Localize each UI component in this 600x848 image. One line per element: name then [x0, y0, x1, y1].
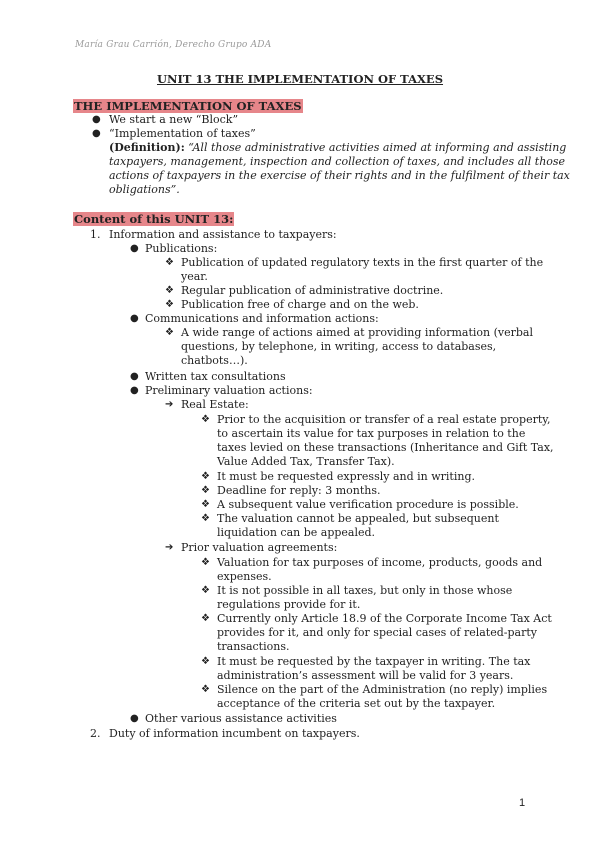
list-item-re-5-cont: liquidation can be appealed. [217, 526, 376, 539]
list-item-publications: Publications: [145, 242, 218, 255]
diamond-bullet-icon: ❖ [165, 327, 174, 338]
diamond-bullet-icon: ❖ [201, 499, 210, 510]
list-item-pv-5-cont: acceptance of the criteria set out by the taxpayer. [217, 697, 496, 710]
list-item-pub-3: Publication free of charge and on the web. [181, 298, 419, 311]
definition-line-2: taxpayers, management, inspection and collection of taxes, and includes all those [109, 155, 566, 168]
diamond-bullet-icon: ❖ [201, 684, 210, 695]
bullet-dot-icon: ● [92, 128, 101, 139]
diamond-bullet-icon: ❖ [201, 656, 210, 667]
diamond-bullet-icon: ❖ [165, 299, 174, 310]
bullet-dot-icon: ● [130, 713, 139, 724]
list-item-pv-3-cont2: transactions. [217, 640, 290, 653]
list-item-pv-3: Currently only Article 18.9 of the Corporate Income Tax Act [217, 612, 552, 625]
definition-label: (Definition): [109, 141, 185, 154]
diamond-bullet-icon: ❖ [165, 285, 174, 296]
list-item-communications: Communications and information actions: [145, 312, 379, 325]
bullet-dot-icon: ● [130, 243, 139, 254]
list-item-comm-1-cont2: chatbots…). [181, 354, 248, 367]
list-item-pv-3-cont: provides for it, and only for special cases of related-party [217, 626, 537, 639]
diamond-bullet-icon: ❖ [201, 613, 210, 624]
list-number: 1. [90, 228, 101, 241]
diamond-bullet-icon: ❖ [201, 585, 210, 596]
list-item-re-1-cont3: Value Added Tax, Transfer Tax). [217, 455, 395, 468]
list-item-preliminary: Preliminary valuation actions: [145, 384, 313, 397]
definition-line-3: actions of taxpayers in the exercise of their rights and in the fulfilment of their tax [109, 169, 570, 182]
list-item-pv-2-cont: regulations provide for it. [217, 598, 361, 611]
bullet-new-block: We start a new “Block” [109, 113, 239, 126]
list-number: 2. [90, 727, 101, 740]
list-item-pv-4-cont: administration’s assessment will be valid for 3 years. [217, 669, 514, 682]
bullet-implementation: “Implementation of taxes” [109, 127, 256, 140]
section-heading-content: Content of this UNIT 13: [74, 212, 234, 226]
list-item-real-estate: Real Estate: [181, 398, 249, 411]
list-item-duty: Duty of information incumbent on taxpayers. [109, 727, 360, 740]
list-item-re-1-cont: to ascertain its value for tax purposes in relation to the [217, 427, 526, 440]
section-heading-implementation: THE IMPLEMENTATION OF TAXES [74, 99, 302, 113]
list-item-comm-1: A wide range of actions aimed at providing information (verbal [181, 326, 534, 339]
list-item-pub-2: Regular publication of administrative doctrine. [181, 284, 444, 297]
list-item-information: Information and assistance to taxpayers: [109, 228, 337, 241]
definition-line-1: (Definition): “All those administrative activities aimed at informing and assisting [109, 141, 567, 154]
author-header: María Grau Carrión, Derecho Grupo ADA [75, 40, 272, 50]
list-item-re-3: Deadline for reply: 3 months. [217, 484, 381, 497]
list-item-pv-2: It is not possible in all taxes, but only in those whose [217, 584, 513, 597]
list-item-pv-4: It must be requested by the taxpayer in writing. The tax [217, 655, 531, 668]
arrow-bullet-icon: ➔ [165, 399, 174, 410]
list-item-pub-1: Publication of updated regulatory texts in the first quarter of the [181, 256, 544, 269]
diamond-bullet-icon: ❖ [165, 257, 174, 268]
list-item-pv-1-cont: expenses. [217, 570, 272, 583]
list-item-re-1: Prior to the acquisition or transfer of a real estate property, [217, 413, 551, 426]
list-item-pub-1-cont: year. [181, 270, 208, 283]
arrow-bullet-icon: ➔ [165, 542, 174, 553]
list-item-re-5: The valuation cannot be appealed, but subsequent [217, 512, 499, 525]
definition-line-4: obligations”. [109, 183, 180, 196]
diamond-bullet-icon: ❖ [201, 557, 210, 568]
diamond-bullet-icon: ❖ [201, 414, 210, 425]
list-item-other: Other various assistance activities [145, 712, 337, 725]
bullet-dot-icon: ● [130, 371, 139, 382]
page-number: 1 [519, 797, 526, 809]
list-item-comm-1-cont: questions, by telephone, in writing, access to databases, [181, 340, 497, 353]
page-title: UNIT 13 THE IMPLEMENTATION OF TAXES [156, 72, 444, 86]
diamond-bullet-icon: ❖ [201, 513, 210, 524]
list-item-re-2: It must be requested expressly and in writing. [217, 470, 475, 483]
list-item-pv-1: Valuation for tax purposes of income, products, goods and [217, 556, 543, 569]
list-item-pv-5: Silence on the part of the Administration (no reply) implies [217, 683, 548, 696]
list-item-written: Written tax consultations [145, 370, 286, 383]
list-item-re-4: A subsequent value verification procedure is possible. [217, 498, 519, 511]
bullet-dot-icon: ● [92, 114, 101, 125]
list-item-prior-valuation: Prior valuation agreements: [181, 541, 338, 554]
list-item-re-1-cont2: taxes levied on these transactions (Inheritance and Gift Tax, [217, 441, 554, 454]
diamond-bullet-icon: ❖ [201, 485, 210, 496]
bullet-dot-icon: ● [130, 313, 139, 324]
diamond-bullet-icon: ❖ [201, 471, 210, 482]
bullet-dot-icon: ● [130, 385, 139, 396]
